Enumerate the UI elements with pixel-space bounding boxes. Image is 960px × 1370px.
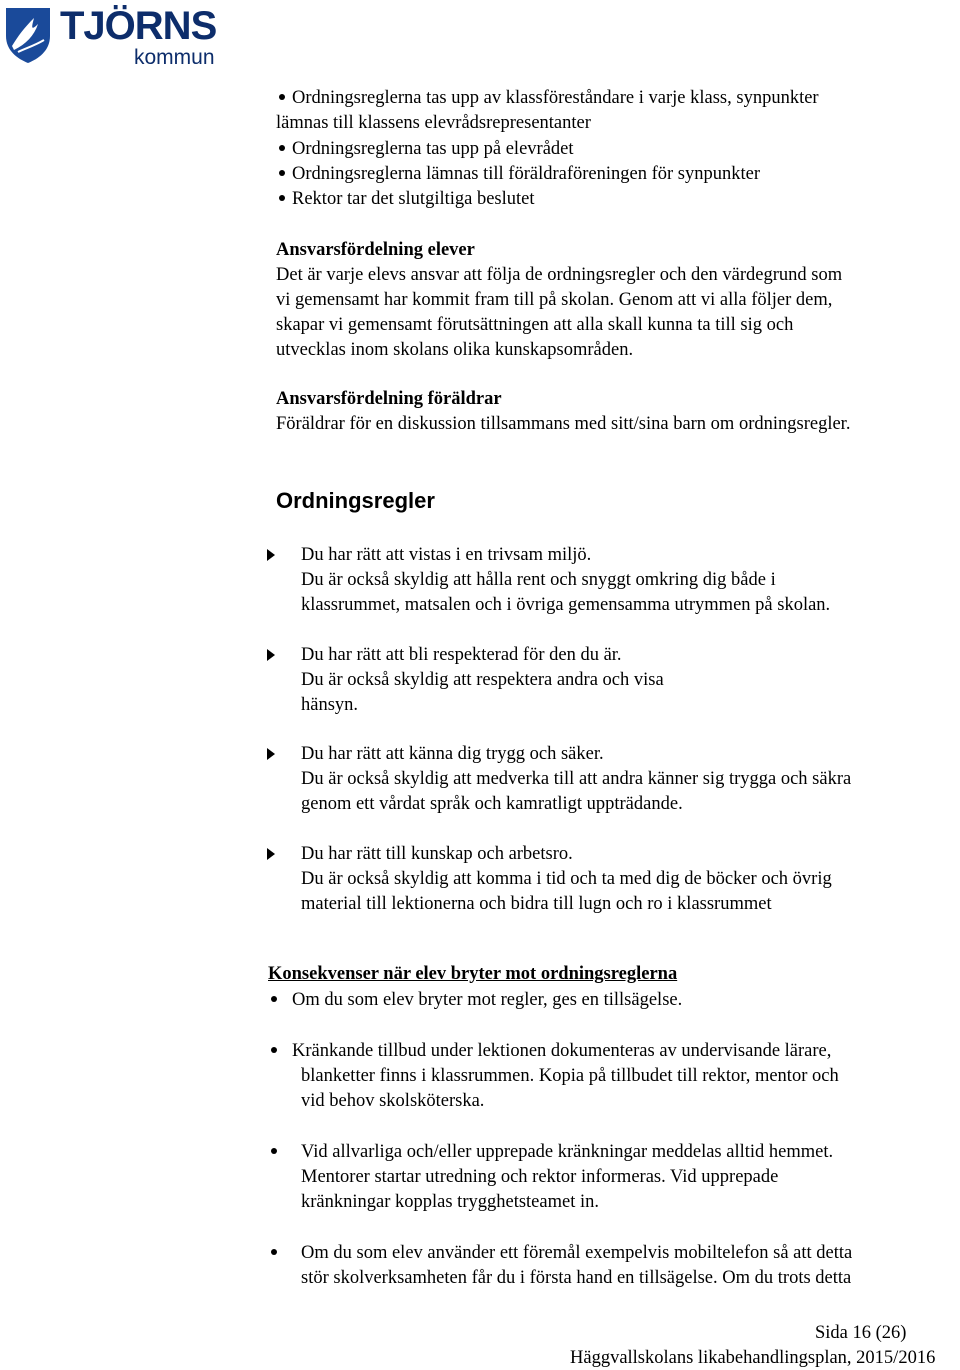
section-heading-parents: Ansvarsfördelning föräldrar bbox=[276, 389, 502, 409]
bullet-icon bbox=[271, 996, 277, 1002]
list-item-continuation: blanketter finns i klassrummen. Kopia på tillbudet till rektor, mentor och bbox=[301, 1066, 839, 1086]
list-item-continuation: Du är också skyldig att medverka till att andra känner sig trygga och säkra bbox=[301, 769, 852, 789]
list-item-continuation: vid behov skolsköterska. bbox=[301, 1091, 485, 1111]
list-item-continuation: stör skolverksamheten får du i första hand en tillsägelse. Om du trots detta bbox=[301, 1268, 852, 1288]
list-item: Du har rätt att bli respekterad för den du är. bbox=[301, 645, 622, 665]
list-item-continuation: Du är också skyldig att hålla rent och snyggt omkring dig både i bbox=[301, 570, 776, 590]
arrow-bullet-icon bbox=[267, 748, 275, 760]
list-item: Om du som elev använder ett föremål exempelvis mobiltelefon så att detta bbox=[301, 1243, 853, 1263]
list-item: Du har rätt att känna dig trygg och säker. bbox=[301, 744, 604, 764]
list-item-continuation: Du är också skyldig att komma i tid och ta med dig de böcker och övrig bbox=[301, 869, 832, 889]
list-item-continuation: hänsyn. bbox=[301, 695, 359, 715]
paragraph-line: skapar vi gemensamt förutsättningen att alla skall kunna ta till sig och bbox=[276, 315, 794, 335]
list-item: Du har rätt att vistas i en trivsam miljö. bbox=[301, 545, 592, 565]
section-heading-students: Ansvarsfördelning elever bbox=[276, 240, 475, 260]
list-item: Ordningsreglerna tas upp på elevrådet bbox=[292, 139, 574, 159]
list-item-continuation: klassrummet, matsalen och i övriga gemensamma utrymmen på skolan. bbox=[301, 595, 831, 615]
section-heading-consequences: Konsekvenser när elev bryter mot ordningsreglerna bbox=[268, 964, 678, 984]
bullet-icon bbox=[279, 195, 285, 201]
paragraph-line: utvecklas inom skolans olika kunskapsområden. bbox=[276, 340, 634, 360]
list-item-continuation: genom ett vårdat språk och kamratligt uppträdande. bbox=[301, 794, 683, 814]
logo-subtitle: kommun bbox=[134, 46, 215, 69]
paragraph-line: vi gemensamt har kommit fram till på skolan. Genom att vi alla följer dem, bbox=[276, 290, 833, 310]
section-heading-rules: Ordningsregler bbox=[276, 488, 435, 513]
municipal-shield-icon bbox=[4, 6, 52, 64]
paragraph-line: Föräldrar för en diskussion tillsammans med sitt/sina barn om ordningsregler. bbox=[276, 414, 851, 434]
list-item-continuation: Mentorer startar utredning och rektor informeras. Vid upprepade bbox=[301, 1167, 779, 1187]
bullet-icon bbox=[271, 1148, 277, 1154]
list-item-continuation: kränkningar kopplas trygghetsteamet in. bbox=[301, 1192, 599, 1212]
arrow-bullet-icon bbox=[267, 649, 275, 661]
bullet-icon bbox=[279, 170, 285, 176]
list-item: Du har rätt till kunskap och arbetsro. bbox=[301, 844, 573, 864]
list-item: Ordningsreglerna tas upp av klassföreståndare i varje klass, synpunkter bbox=[292, 88, 819, 108]
arrow-bullet-icon bbox=[267, 549, 275, 561]
list-item-continuation: Du är också skyldig att respektera andra och visa bbox=[301, 670, 664, 690]
logo-name: TJÖRNS bbox=[60, 4, 217, 48]
list-item: Vid allvarliga och/eller upprepade kränkningar meddelas alltid hemmet. bbox=[301, 1142, 834, 1162]
bullet-icon bbox=[279, 145, 285, 151]
page-number: Sida 16 (26) bbox=[815, 1323, 907, 1343]
arrow-bullet-icon bbox=[267, 848, 275, 860]
list-item: Om du som elev bryter mot regler, ges en tillsägelse. bbox=[292, 990, 683, 1010]
list-item: Rektor tar det slutgiltiga beslutet bbox=[292, 189, 535, 209]
list-item: Kränkande tillbud under lektionen dokumenteras av undervisande lärare, bbox=[292, 1041, 832, 1061]
list-item-continuation: lämnas till klassens elevrådsrepresentanter bbox=[276, 113, 591, 133]
document-title: Häggvallskolans likabehandlingsplan, 2015/2016 bbox=[570, 1348, 936, 1368]
bullet-icon bbox=[271, 1249, 277, 1255]
bullet-icon bbox=[271, 1047, 277, 1053]
list-item: Ordningsreglerna lämnas till föräldraföreningen för synpunkter bbox=[292, 164, 761, 184]
list-item-continuation: material till lektionerna och bidra till lugn och ro i klassrummet bbox=[301, 894, 772, 914]
bullet-icon bbox=[279, 94, 285, 100]
paragraph-line: Det är varje elevs ansvar att följa de ordningsregler och den värdegrund som bbox=[276, 265, 843, 285]
